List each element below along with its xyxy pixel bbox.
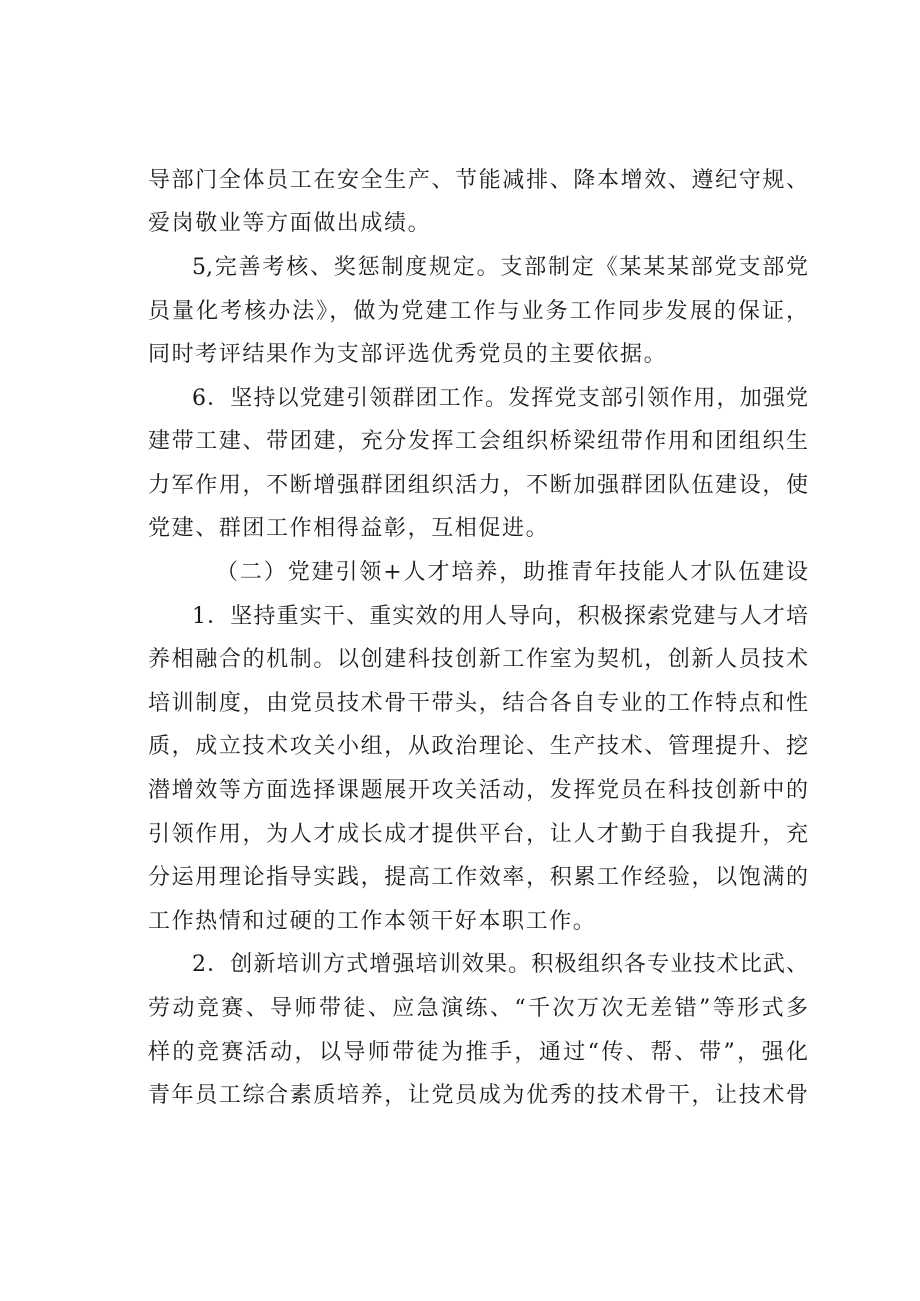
text-line: 青年员工综合素质培养，让党员成为优秀的技术骨干，让技术骨 xyxy=(148,1083,808,1108)
paragraph-heading-1: 1．坚持重实干、重实效的用人导向，积极探索党建与人才培 xyxy=(192,604,808,629)
text-line: 建带工建、带团建，充分发挥工会组织桥梁纽带作用和团组织生 xyxy=(148,429,808,454)
text-line: 导部门全体员工在安全生产、节能减排、降本增效、遵纪守规、 xyxy=(148,168,808,193)
text-line: 工作热情和过硬的工作本领干好本职工作。 xyxy=(148,909,597,934)
paragraph-heading-6: 6．坚持以党建引领群团工作。发挥党支部引领作用，加强党 xyxy=(192,386,808,411)
text-line: 养相融合的机制。以创建科技创新工作室为契机，创新人员技术 xyxy=(148,647,808,672)
text-line: 潜增效等方面选择课题展开攻关活动，发挥党员在科技创新中的 xyxy=(148,778,808,803)
text-line: 劳动竞赛、导师带徒、应急演练、“千次万次无差错”等形式多 xyxy=(148,996,808,1021)
text-line: 引领作用，为人才成长成才提供平台，让人才勤于自我提升，充 xyxy=(148,822,808,847)
text-line: 样的竞赛活动，以导师带徒为推手，通过“传、帮、带”，强化 xyxy=(148,1040,808,1065)
text-line: 质，成立技术攻关小组，从政治理论、生产技术、管理提升、挖 xyxy=(148,734,808,759)
text-line: 员量化考核办法》，做为党建工作与业务工作同步发展的保证， xyxy=(148,299,808,324)
paragraph-heading-5: 5,完善考核、奖惩制度规定。支部制定《某某某部党支部党 xyxy=(192,255,808,280)
text-line: 爱岗敬业等方面做出成绩。 xyxy=(148,211,432,236)
paragraph-heading-2: 2．创新培训方式增强培训效果。积极组织各专业技术比武、 xyxy=(192,952,808,977)
text-line: 力军作用，不断增强群团组织活力，不断加强群团队伍建设，使 xyxy=(148,473,808,498)
text-line: 培训制度，由党员技术骨干带头，结合各自专业的工作特点和性 xyxy=(148,691,808,716)
text-line: 同时考评结果作为支部评选优秀党员的主要依据。 xyxy=(148,342,668,367)
text-line: 党建、群团工作相得益彰，互相促进。 xyxy=(148,516,550,541)
section-heading: （二）党建引领+人才培养，助推青年技能人才队伍建设 xyxy=(216,560,808,585)
text-line: 分运用理论指导实践，提高工作效率，积累工作经验，以饱满的 xyxy=(148,865,808,890)
